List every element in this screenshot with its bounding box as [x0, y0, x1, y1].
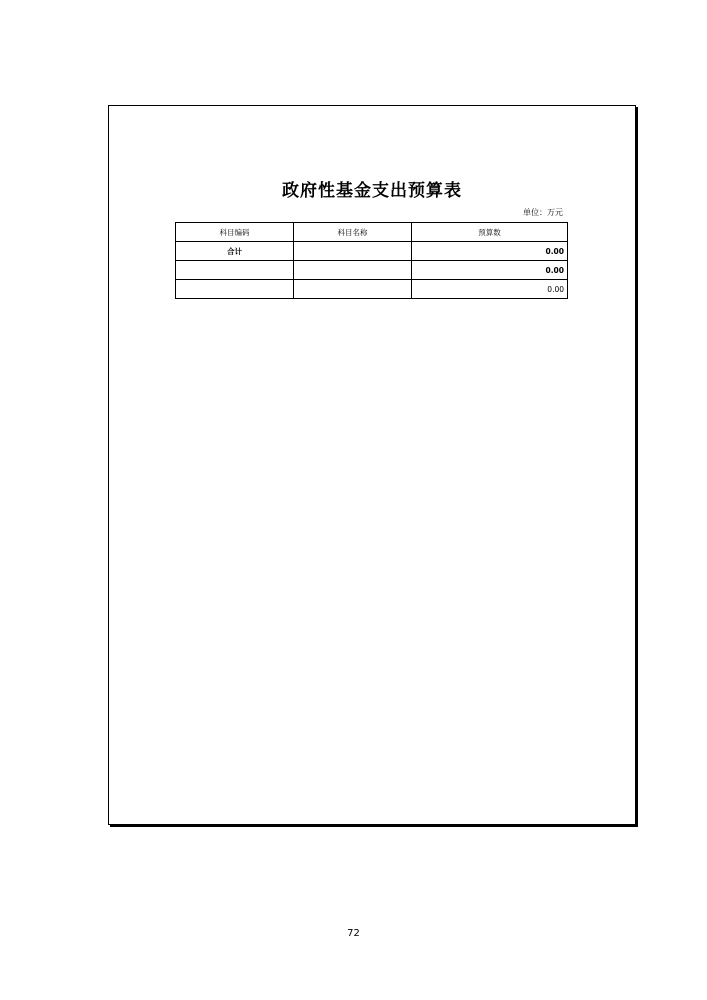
cell-code — [176, 280, 294, 299]
page-frame — [108, 105, 636, 825]
cell-code — [176, 261, 294, 280]
page-title: 政府性基金支出预算表 — [282, 181, 462, 201]
header-subject-name: 科目名称 — [294, 223, 412, 242]
table-header-row — [176, 223, 568, 242]
cell-name — [294, 242, 412, 261]
unit-label: 单位：万元 — [523, 208, 563, 217]
cell-name — [294, 280, 412, 299]
cell-amount: 0.00 — [412, 261, 568, 280]
cell-code: 合计 — [176, 242, 294, 261]
page-number: 72 — [347, 928, 360, 939]
budget-table — [175, 222, 568, 299]
cell-amount: 0.00 — [412, 280, 568, 299]
header-subject-code: 科目编码 — [176, 223, 294, 242]
table-row — [176, 280, 568, 299]
header-budget-amount: 预算数 — [412, 223, 568, 242]
table-row — [176, 261, 568, 280]
table-row-total — [176, 242, 568, 261]
cell-name — [294, 261, 412, 280]
cell-amount: 0.00 — [412, 242, 568, 261]
